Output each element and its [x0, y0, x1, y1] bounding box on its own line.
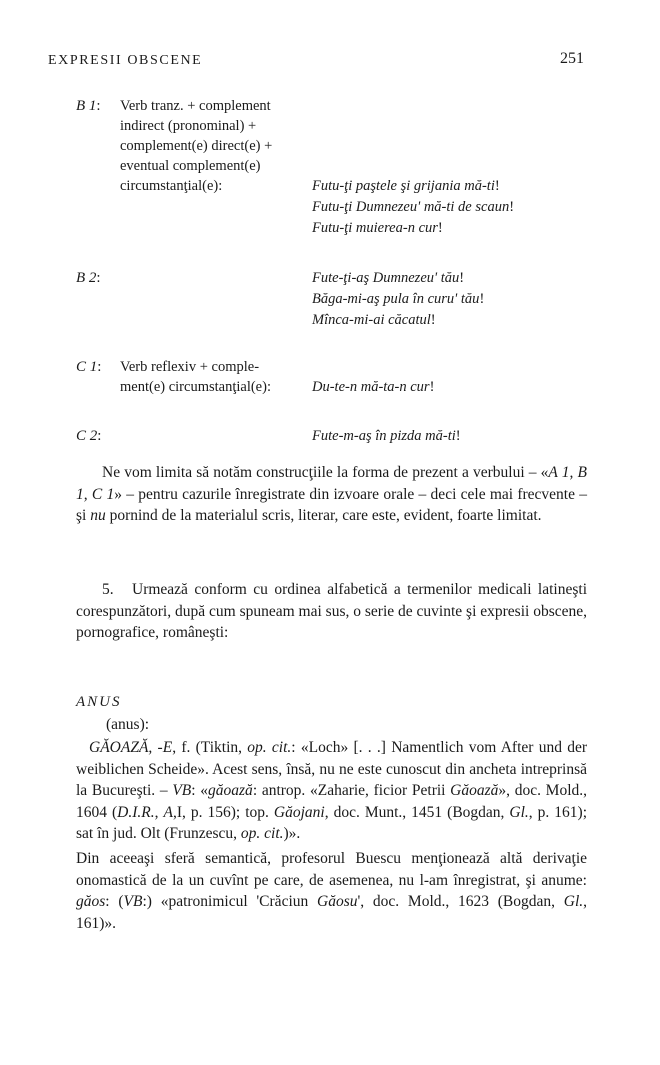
example-text: Fute-m-aş în pizda mă-ti	[312, 428, 456, 444]
example-line	[312, 218, 606, 239]
description-line: indirect (pronominal) +	[120, 118, 257, 134]
italic-run: VB	[123, 893, 143, 910]
italic-run: A	[163, 803, 173, 821]
example-text: Fute-ţi-aş Dumnezeu' tău	[312, 270, 460, 286]
example-text: Mînca-mi-ai căcatul	[312, 312, 431, 328]
example-line	[312, 310, 606, 331]
scheme-label: B 1:	[76, 98, 101, 114]
italic-run: D.I.R.	[117, 803, 155, 821]
section-paragraph	[76, 579, 587, 644]
description-line: circumstanţial(e):	[120, 178, 223, 194]
italic-run: nu	[90, 507, 106, 524]
text-run: , doc. Munt., 1451 (Bogdan,	[324, 803, 510, 821]
entry-paragraph	[76, 737, 587, 845]
text-run: , 161)».	[76, 893, 588, 932]
text-run: : (	[105, 893, 124, 910]
body-paragraph	[76, 462, 587, 527]
example-text: Futu-ţi muierea-n cur	[312, 220, 438, 236]
example-line	[312, 289, 606, 310]
scheme-b2	[76, 268, 606, 331]
description-line: eventual complement(e)	[120, 158, 261, 174]
exclamation: !	[437, 220, 443, 236]
example-line	[312, 426, 606, 447]
description-line: Verb reflexiv + comple-	[120, 359, 260, 375]
entry-heading: ANUS	[76, 694, 122, 710]
entry-paragraph	[76, 848, 587, 934]
text-run: : «	[191, 782, 209, 799]
exclamation: !	[494, 178, 500, 194]
text-run: : «Loch» [. . .] Namentlich vom After und der weiblichen Scheide». Acest sens, însă, nu ne este cunoscut din ancheta intreprinsă la Bucureşti. –	[76, 739, 587, 799]
scheme-label: C 1:	[76, 359, 102, 375]
text-run: », doc. Mold., 1604 (	[76, 782, 588, 821]
scheme-label-text: C 2	[76, 428, 98, 444]
text-run: Din aceeaşi sferă semantică, profesorul Buescu menţionează altă derivaţie onomastică de la un cuvînt pe care, de asemenea, nu l-am înregistrat, şi anume:	[76, 850, 587, 889]
scheme-examples	[312, 377, 606, 398]
scheme-c1	[76, 357, 606, 398]
scheme-label: C 2:	[76, 428, 102, 444]
italic-run: op. cit.	[247, 739, 292, 756]
exclamation: !	[479, 291, 485, 307]
italic-run: op. cit.	[240, 825, 284, 842]
scheme-description	[120, 426, 308, 447]
italic-run: Gl.	[563, 893, 584, 910]
scheme-description	[120, 357, 308, 398]
running-title: EXPRESII OBSCENE	[48, 53, 203, 68]
description-line: Verb tranz. + complement	[120, 98, 271, 114]
example-text: Du-te-n mă-ta-n cur	[312, 379, 430, 395]
text-run: :) «patronimicul 'Crăciun	[142, 893, 318, 910]
description-line: ment(e) circumstanţial(e):	[120, 379, 271, 395]
example-text: Futu-ţi Dumnezeu' mă-ti de scaun	[312, 199, 510, 215]
scheme-label-text: B 2	[76, 270, 97, 286]
example-line	[312, 268, 606, 289]
text-run: )».	[283, 825, 301, 842]
page-number: 251	[560, 50, 584, 67]
scheme-c2	[76, 426, 606, 447]
italic-run: Găoază	[450, 782, 499, 799]
example-line	[312, 176, 606, 197]
text-run: Ne vom limita să notăm construcţiile la forma de prezent a verbului – «	[102, 464, 549, 481]
text-run: pornind de la materialul scris, literar, care este, evident, foarte limitat.	[105, 507, 542, 524]
scheme-label-text: C 1	[76, 359, 98, 375]
scheme-label-text: B 1	[76, 98, 97, 114]
exclamation: !	[455, 428, 461, 444]
exclamation: !	[429, 379, 435, 395]
example-line	[312, 197, 606, 218]
exclamation: !	[430, 312, 436, 328]
italic-run: găos	[76, 893, 106, 910]
exclamation: !	[459, 270, 465, 286]
text-run: ,I, p. 156); top.	[172, 803, 274, 821]
text-run: , f. (Tiktin,	[172, 739, 248, 756]
description-line: complement(e) direct(e) +	[120, 138, 273, 154]
italic-run: VB	[172, 782, 192, 799]
exclamation: !	[509, 199, 515, 215]
italic-run: A 1, B 1, C 1	[76, 464, 587, 503]
scheme-b1	[76, 96, 606, 239]
scheme-description	[120, 268, 308, 331]
text-run: » – pentru cazurile înregistrate din izvoare orale – deci cele mai frecvente – şi	[76, 485, 587, 524]
headword: GĂOAZĂ, -E	[89, 739, 173, 756]
text-run: : antrop. «Zaharie, ficior Petrii	[252, 782, 451, 799]
scheme-examples	[312, 426, 606, 447]
example-line	[312, 377, 606, 398]
text-run: Urmează conform cu ordinea alfabetică a termenilor medicali latineşti corespunzători, după cum spuneam mai sus, o serie de cuvinte şi expresii obscene, pornografice, româneşti:	[76, 581, 587, 641]
example-text: Futu-ţi paştele şi grijania mă-ti	[312, 178, 495, 194]
italic-run: Găosu	[317, 893, 358, 910]
italic-run: Găojani	[273, 803, 325, 821]
scheme-description	[120, 96, 308, 239]
italic-run: Gl.	[509, 803, 529, 821]
scheme-examples	[312, 176, 606, 239]
section-number: 5.	[102, 581, 114, 598]
entry-latin-term: (anus):	[106, 716, 150, 733]
italic-run: găoază	[208, 782, 253, 799]
text-run: ,	[154, 803, 164, 821]
scheme-label: B 2:	[76, 270, 101, 286]
scheme-examples	[312, 268, 606, 331]
text-run: ', doc. Mold., 1623 (Bogdan,	[357, 893, 564, 910]
example-text: Băga-mi-aş pula în curu' tău	[312, 291, 480, 307]
text-run: , p. 161); sat în jud. Olt (Frunzescu,	[76, 803, 588, 842]
